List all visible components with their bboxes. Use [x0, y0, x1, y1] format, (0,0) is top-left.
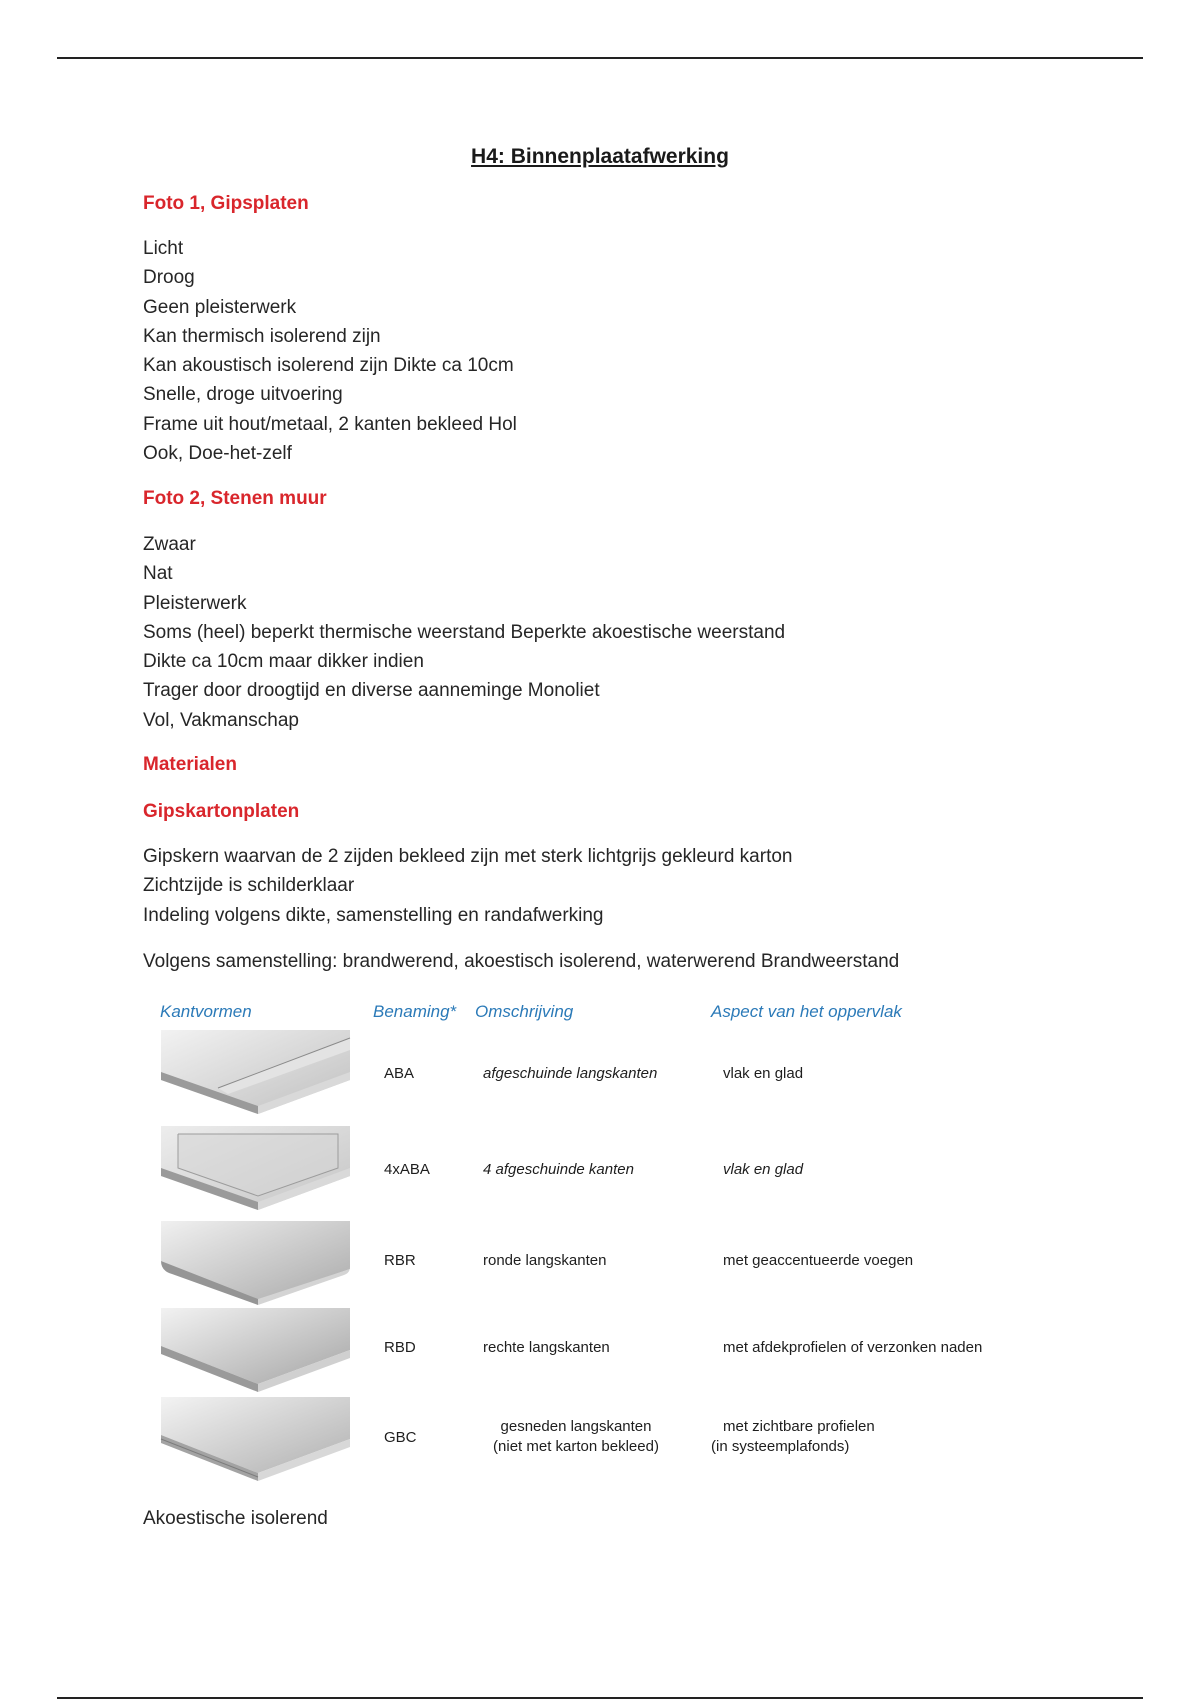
aspect-gbc-line1: met zichtbare profielen: [723, 1418, 875, 1435]
board-abа-illustration: [158, 1028, 353, 1116]
list-item: Geen pleisterwerk: [143, 296, 297, 318]
gipskartonplaten-heading: Gipskartonplaten: [143, 801, 300, 822]
section-heading-foto-1: Foto 1, Gipsplaten: [143, 193, 309, 214]
figure-row: [143, 1124, 1055, 1214]
aspect-gbc: [711, 1417, 875, 1457]
figure-header-omschrijving: Omschrijving: [475, 1002, 574, 1021]
list-item: Snelle, droge uitvoering: [143, 384, 343, 406]
figure-header-aspect: Aspect van het oppervlak: [711, 1002, 902, 1021]
section-heading-foto-2: Foto 2, Stenen muur: [143, 488, 327, 509]
footer-rule: [57, 1697, 1143, 1699]
list-item: Indeling volgens dikte, samenstelling en randafwerking: [143, 904, 604, 926]
benaming-rbr: RBR: [384, 1252, 416, 1269]
list-item: Zichtzijde is schilderklaar: [143, 875, 355, 897]
list-item: Pleisterwerk: [143, 592, 247, 614]
materials-heading: Materialen: [143, 754, 237, 775]
figure-header-kantvormen: Kantvormen: [160, 1002, 252, 1021]
aspect-4xaba: vlak en glad: [723, 1161, 804, 1178]
list-item: Vol, Vakmanschap: [143, 709, 299, 731]
list-item: Gipskern waarvan de 2 zijden bekleed zijn met sterk lichtgrijs gekleurd karton: [143, 846, 793, 867]
board-rbd-illustration: [158, 1306, 353, 1394]
benaming-rbd: RBD: [384, 1339, 416, 1356]
aspect-rbd: met afdekprofielen of verzonken naden: [723, 1339, 983, 1356]
list-item: Kan thermisch isolerend zijn: [143, 325, 381, 347]
board-gbc-illustration: [158, 1395, 353, 1483]
omschrijving-aba: afgeschuinde langskanten: [483, 1065, 658, 1082]
akoestische-isolerend-text: Akoestische isolerend: [143, 1508, 328, 1529]
omschrijving-gbc: [471, 1417, 681, 1457]
kantvormen-figure: [143, 990, 1055, 1490]
list-item: Nat: [143, 563, 173, 585]
omschrijving-rbd: rechte langskanten: [483, 1339, 610, 1356]
list-item: Ook, Doe-het-zelf: [143, 443, 292, 465]
section1-list: [143, 234, 517, 468]
section2-list: [143, 530, 785, 735]
figure-row: [143, 1219, 1055, 1309]
figure-row: [143, 1028, 1055, 1118]
list-item: Kan akoustisch isolerend zijn Dikte ca 10cm: [143, 355, 514, 377]
figure-header-benaming: Benaming*: [373, 1002, 457, 1021]
list-item: Dikte ca 10cm maar dikker indien: [143, 651, 424, 673]
benaming-4xaba: 4xABA: [384, 1161, 430, 1178]
gips-list: [143, 842, 792, 930]
board-4xaba-illustration: [158, 1124, 353, 1212]
aspect-rbr: met geaccentueerde voegen: [723, 1252, 914, 1269]
figure-row: [143, 1306, 1055, 1396]
figure-row: [143, 1395, 1055, 1485]
samenstelling-text: Volgens samenstelling: brandwerend, akoestisch isolerend, waterwerend Brandweerstand: [143, 951, 900, 972]
header-rule: [57, 57, 1143, 59]
aspect-aba: vlak en glad: [723, 1065, 804, 1082]
board-rbr-illustration: [158, 1219, 353, 1307]
omschrijving-4xaba: 4 afgeschuinde kanten: [483, 1161, 634, 1178]
omschrijving-rbr: ronde langskanten: [483, 1252, 607, 1269]
list-item: Licht: [143, 238, 184, 259]
aspect-gbc-line2: (in systeemplafonds): [711, 1438, 850, 1455]
list-item: Zwaar: [143, 534, 196, 555]
list-item: Frame uit hout/metaal, 2 kanten bekleed Hol: [143, 413, 517, 435]
omschrijving-gbc-line1: gesneden langskanten: [500, 1418, 652, 1435]
list-item: Trager door droogtijd en diverse aanneminge Monoliet: [143, 680, 600, 702]
list-item: Droog: [143, 267, 195, 289]
list-item: Soms (heel) beperkt thermische weerstand Beperkte akoestische weerstand: [143, 621, 786, 643]
omschrijving-gbc-line2: (niet met karton bekleed): [493, 1438, 659, 1455]
benaming-gbc: GBC: [384, 1429, 417, 1446]
benaming-aba: ABA: [384, 1065, 415, 1082]
page-title: H4: Binnenplaatafwerking: [471, 145, 729, 168]
